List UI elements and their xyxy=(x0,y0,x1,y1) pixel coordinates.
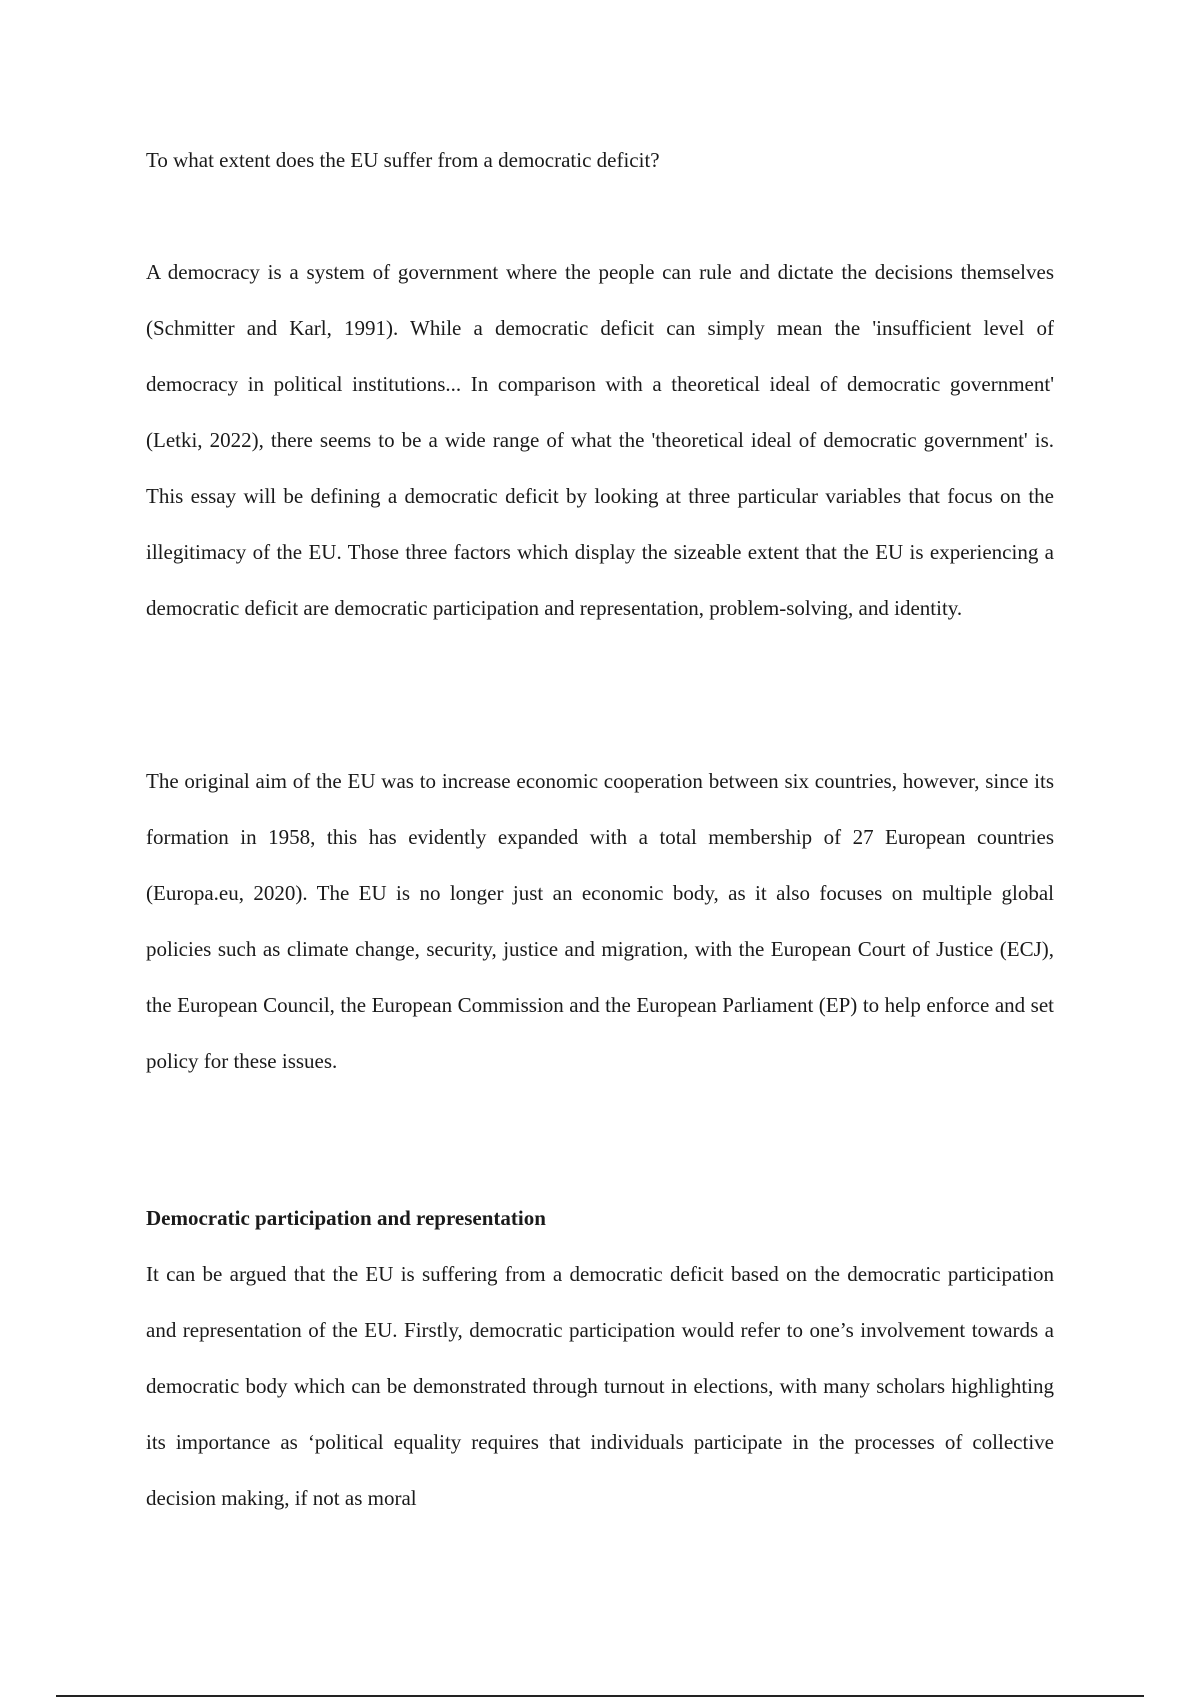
intro-paragraph: A democracy is a system of government where the people can rule and dictate the decisions themselves (Schmitter and Karl, 1991). While a democratic deficit can simply mean the 'insufficient level of democracy in political institutions... In comparison with a theoretical ideal of democratic government' (Letki, 2022), there seems to be a wide range of what the 'theoretical ideal of democratic government' is. This essay will be defining a democratic deficit by looking at three particular variables that focus on the illegitimacy of the EU. Those three factors which display the sizeable extent that the EU is experiencing a democratic deficit are democratic participation and representation, problem-solving, and identity. xyxy=(146,260,1054,620)
section-heading: Democratic participation and representation xyxy=(146,1206,546,1230)
essay-title: To what extent does the EU suffer from a democratic deficit? xyxy=(146,148,660,172)
background-paragraph: The original aim of the EU was to increase economic cooperation between six countries, however, since its formation in 1958, this has evidently expanded with a total membership of 27 European countries (Europa.eu, 2020). The EU is no longer just an economic body, as it also focuses on multiple global policies such as climate change, security, justice and migration, with the European Court of Justice (ECJ), the European Council, the European Commission and the European Parliament (EP) to help enforce and set policy for these issues. xyxy=(146,769,1054,1073)
page-bottom-rule xyxy=(56,1695,1144,1697)
section-paragraph: It can be argued that the EU is suffering from a democratic deficit based on the democratic participation and representation of the EU. Firstly, democratic participation would refer to one’s involvement towards a democratic body which can be demonstrated through turnout in elections, with many scholars highlighting its importance as ‘political equality requires that individuals participate in the processes of collective decision making, if not as moral xyxy=(146,1262,1054,1510)
